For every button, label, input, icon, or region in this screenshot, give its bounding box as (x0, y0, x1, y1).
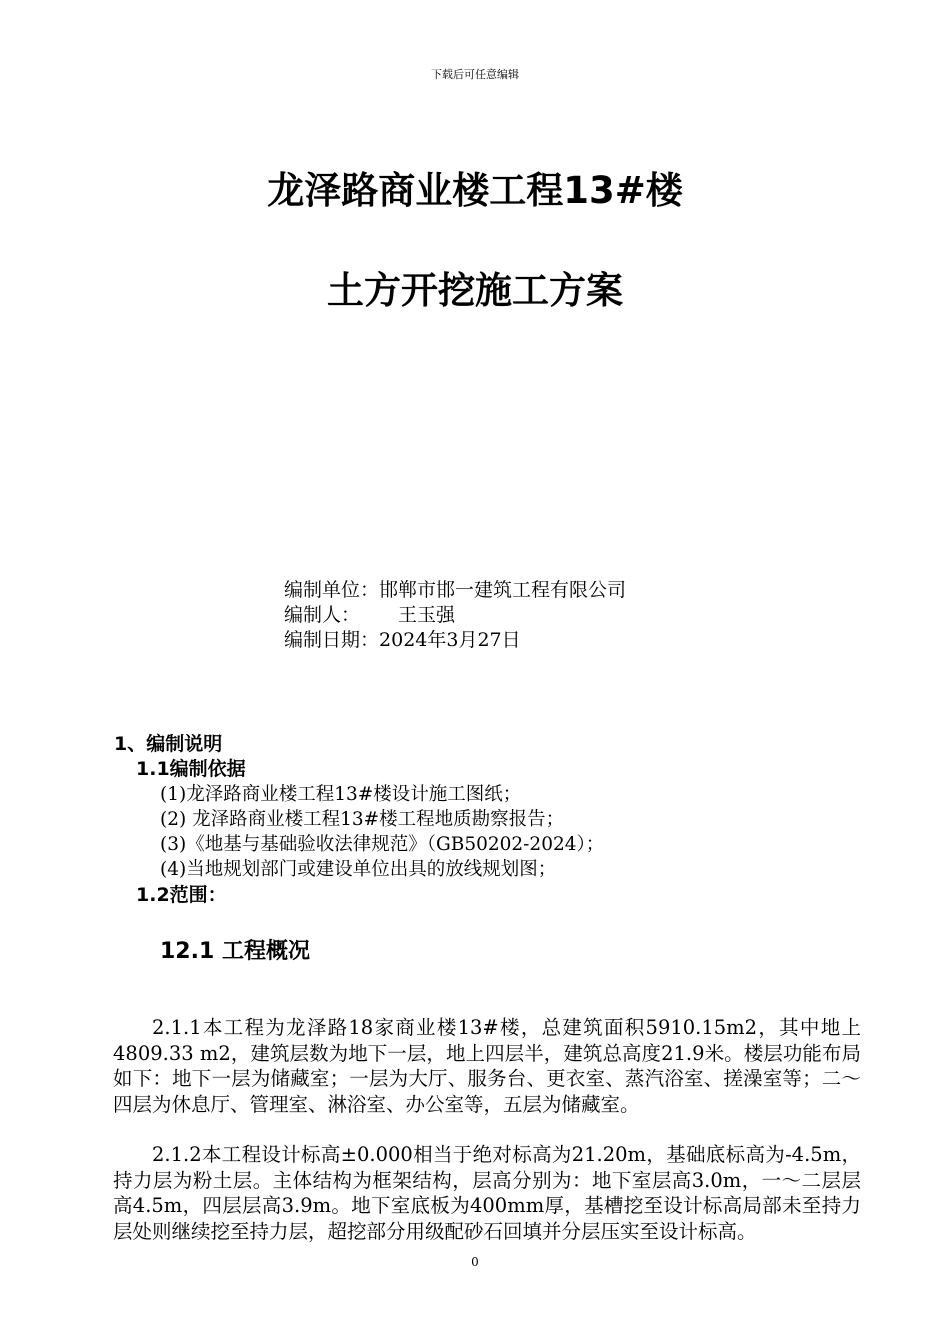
list-item: (2) 龙泽路商业楼工程13#楼工程地质勘察报告； (160, 809, 565, 830)
paragraph: 2.1.2本工程设计标高±0.000相当于绝对标高为21.20m，基础底标高为-4.5m，持力层为粉土层。主体结构为框架结构，层高分别为：地下室层高3.0m，一～二层层高4.5m，四层层高3.9m。地下室底板为400mm厚，基槽挖至设计标高局部未至持力层处则继续挖至持力层，超挖部分用级配砂石回填并分层压实至设计标高。 (113, 1143, 861, 1243)
section-heading-overview: 12.1 工程概况 (160, 939, 310, 964)
subsection-heading: 1.1编制依据 (136, 758, 246, 780)
document-title: 龙泽路商业楼工程13#楼 (267, 169, 683, 212)
meta-date-row (284, 628, 626, 653)
subsection-heading: 1.2范围： (136, 884, 227, 906)
meta-unit-row (284, 578, 626, 603)
section-heading: 1、编制说明 (114, 733, 223, 755)
meta-date-value: 2024年3月27日 (379, 629, 521, 651)
meta-author-label: 编制人： (284, 604, 361, 626)
meta-author-value: 王玉强 (398, 604, 456, 626)
document-subtitle: 土方开挖施工方案 (327, 269, 623, 312)
document-meta (284, 578, 626, 653)
paragraph: 2.1.1本工程为龙泽路18家商业楼13#楼，总建筑面积5910.15m2，其中地上4809.33 m2，建筑层数为地下一层，地上四层半，建筑总高度21.9米。楼层功能布局如下：地下一层为储藏室；一层为大厅、服务台、更衣室、蒸汽浴室、搓澡室等；二～四层为休息厅、管理室、淋浴室、办公室等，五层为储藏室。 (113, 1016, 861, 1116)
page-header-note: 下载后可任意编辑 (431, 68, 519, 81)
page-number: 0 (471, 1255, 479, 1269)
list-item: (1)龙泽路商业楼工程13#楼设计施工图纸； (160, 784, 522, 805)
meta-unit-label: 编制单位： (284, 579, 380, 601)
list-item: (4)当地规划部门或建设单位出具的放线规划图； (160, 859, 557, 880)
list-item: (3)《地基与基础验收法律规范》（GB50202-2024）； (160, 834, 605, 855)
meta-unit-value: 邯郸市邯一建筑工程有限公司 (379, 579, 627, 601)
meta-author-row (284, 603, 626, 628)
meta-date-label: 编制日期： (284, 629, 380, 651)
